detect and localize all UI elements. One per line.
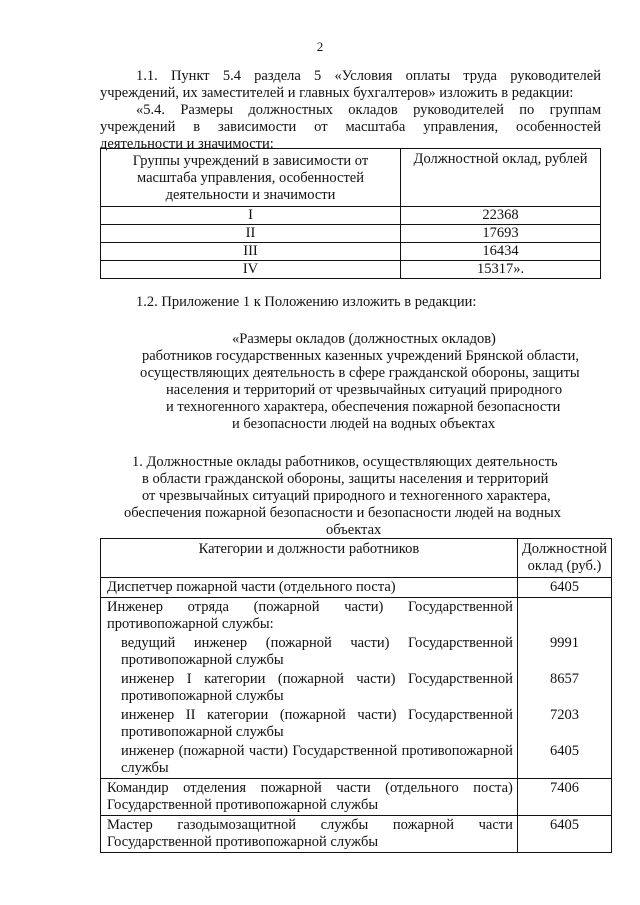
table-header-row [101,539,612,578]
group-cell: III [101,243,401,261]
section-line: 1. Должностные оклады работников, осуществляющих деятельность [132,454,558,470]
heading-line: и безопасности людей на водных объектах [232,416,496,432]
table-header-positions: Категории и должности работников [101,539,518,578]
salary-cell: 7203 [517,706,611,742]
section-line: от чрезвычайных ситуаций природного и техногенного характера, [142,488,551,504]
table-row [101,225,601,243]
position-cell: Командир отделения пожарной части (отдельного поста) Государственной противопожарной службы [101,779,518,816]
salary-cell: 22368 [401,207,601,225]
table-row [101,779,612,816]
salary-cell: 8657 [517,670,611,706]
page-number: 2 [316,39,324,54]
table-row [101,261,601,279]
heading-line: осуществляющих деятельность в сфере гражданской обороны, защиты [140,365,580,381]
position-cell: инженер II категории (пожарной части) Государственной противопожарной службы [101,706,518,742]
salary-cell: 6405 [517,742,611,779]
group-cell: I [101,207,401,225]
heading-line: «Размеры окладов (должностных окладов) [232,331,496,347]
section-line: в области гражданской обороны, защиты населения и территорий [142,471,549,487]
heading-line: населения и территорий от чрезвычайных ситуаций природного [166,382,563,398]
position-cell: инженер I категории (пожарной части) Государственной противопожарной службы [101,670,518,706]
table-row [101,598,612,635]
salary-cell: 6405 [517,816,611,853]
table-row [101,706,612,742]
amendment-paragraph-1-1 [100,68,601,102]
clause-5-4-paragraph [100,102,601,153]
salary-cell: 6405 [517,578,611,598]
position-salary-table [100,538,612,853]
position-cell: инженер (пожарной части) Государственной противопожарной службы [101,742,518,779]
group-cell: II [101,225,401,243]
table-row [101,634,612,670]
table-header-groups: Группы учреждений в зависимости от масштаба управления, особенностей деятельности и значимости [101,149,401,207]
table-header-row [101,149,601,207]
table-row [101,816,612,853]
salary-cell: 16434 [401,243,601,261]
salary-cell [517,598,611,635]
heading-line: работников государственных казенных учреждений Брянской области, [142,348,579,364]
position-cell: Мастер газодымозащитной службы пожарной части Государственной противопожарной службы [101,816,518,853]
position-cell: Инженер отряда (пожарной части) Государственной противопожарной службы: [101,598,518,635]
position-cell: ведущий инженер (пожарной части) Государственной противопожарной службы [101,634,518,670]
table-header-salary: Должностной оклад (руб.) [517,539,611,578]
table-row [101,243,601,261]
salary-cell: 17693 [401,225,601,243]
table-row [101,578,612,598]
salary-cell: 15317». [401,261,601,279]
clause-5-4-text: «5.4. Размеры должностных окладов руководителей по группам учреждений в зависимости от масштаба управления, особенностей деятельности и значимости: [100,102,601,152]
group-salary-table [100,148,601,279]
salary-cell: 9991 [517,634,611,670]
salary-cell: 7406 [517,779,611,816]
amendment-paragraph-1-1-text: 1.1. Пункт 5.4 раздела 5 «Условия оплаты труда руководителей учреждений, их заместителей и главных бухгалтеров» изложить в редакции: [100,68,601,101]
table-row [101,742,612,779]
section-line: объектах [326,522,382,538]
table-row [101,207,601,225]
section-line: обеспечения пожарной безопасности и безопасности людей на водных [124,505,561,521]
group-cell: IV [101,261,401,279]
amendment-paragraph-1-2: 1.2. Приложение 1 к Положению изложить в редакции: [136,294,477,310]
heading-line: и техногенного характера, обеспечения пожарной безопасности [166,399,561,415]
table-row [101,670,612,706]
table-header-salary: Должностной оклад, рублей [401,149,601,207]
position-cell: Диспетчер пожарной части (отдельного поста) [101,578,518,598]
